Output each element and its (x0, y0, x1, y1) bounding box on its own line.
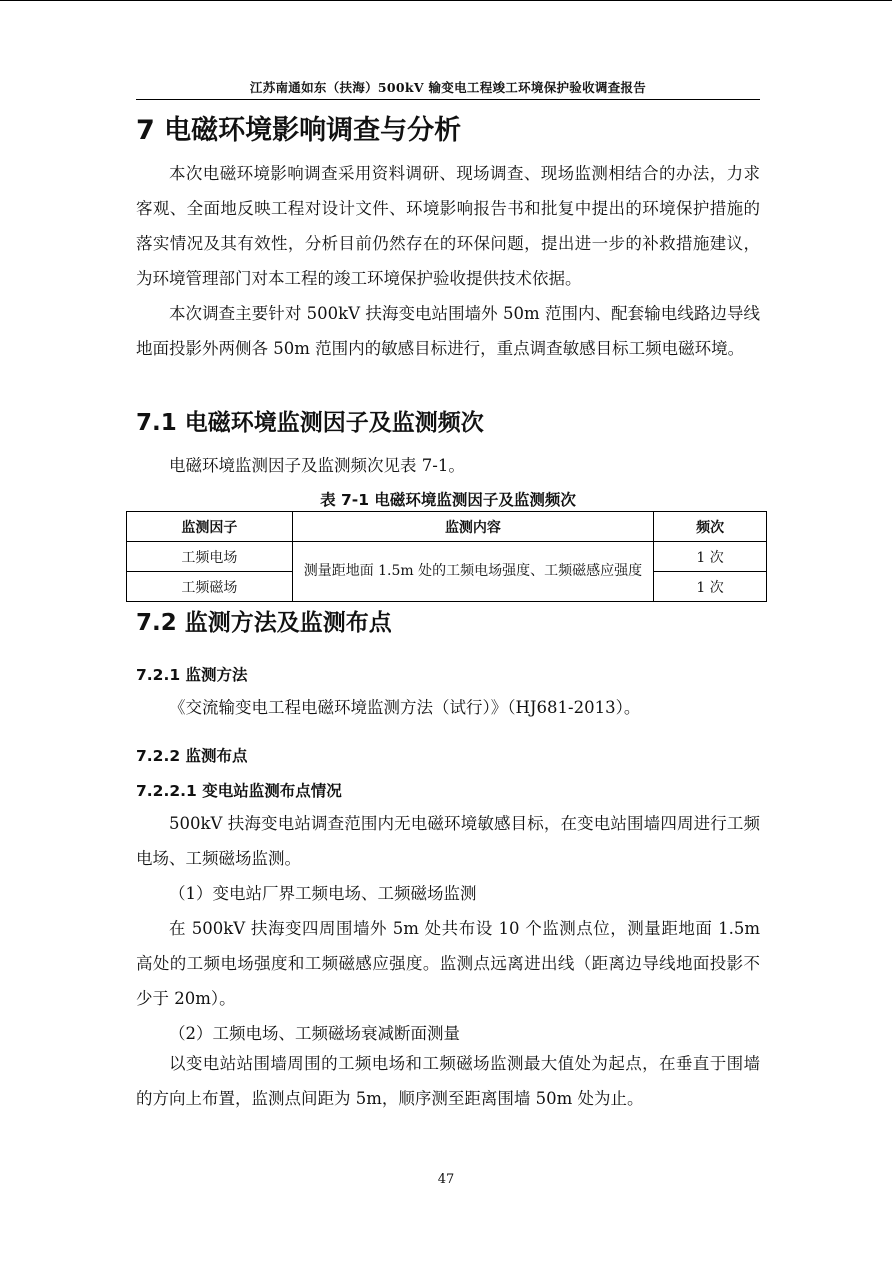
page-top-border (0, 0, 892, 1)
substation-item-1: （1）变电站厂界工频电场、工频磁场监测 (169, 884, 477, 903)
section-7-2-2-title: 7.2.2 监测布点 (136, 747, 248, 765)
section-7-2-title: 7.2 监测方法及监测布点 (136, 610, 392, 636)
table-header-row (127, 512, 767, 542)
running-header: 江苏南通如东（扶海）500kV 输变电工程竣工环境保护验收调查报告 (249, 80, 647, 95)
table-caption: 表 7-1 电磁环境监测因子及监测频次 (320, 491, 576, 509)
page-number: 47 (437, 1172, 455, 1187)
monitoring-factors-table (126, 511, 767, 602)
table-cell-frequency: 1 次 (654, 542, 767, 572)
chapter-title: 7 电磁环境影响调查与分析 (136, 115, 462, 146)
section-7-2-1-title: 7.2.1 监测方法 (136, 666, 248, 684)
section-7-2-1-paragraph: 《交流输变电工程电磁环境监测方法（试行）》（HJ681-2013）。 (169, 698, 641, 717)
substation-paragraph-3: 以变电站站围墙周围的工频电场和工频磁场监测最大值处为起点，在垂直于围墙的方向上布置，监测点间距为 5m，顺序测至距离围墙 50m 处为止。 (136, 1054, 760, 1108)
table-cell-frequency: 1 次 (654, 572, 767, 602)
table-cell-content: 测量距地面 1.5m 处的工频电场强度、工频磁感应强度 (292, 542, 653, 602)
section-7-1-title: 7.1 电磁环境监测因子及监测频次 (136, 410, 484, 436)
table-cell-factor: 工频磁场 (127, 572, 293, 602)
intro-paragraph-1: 本次电磁环境影响调查采用资料调研、现场调查、现场监测相结合的办法，力求客观、全面地反映工程对设计文件、环境影响报告书和批复中提出的环境保护措施的落实情况及其有效性，分析目前仍然存在的环保问题，提出进一步的补救措施建议，为环境管理部门对本工程的竣工环境保护验收提供技术依据。 (136, 164, 760, 288)
table-row (127, 542, 767, 572)
section-7-2-2-1-title: 7.2.2.1 变电站监测布点情况 (136, 782, 342, 800)
section-7-1-paragraph: 电磁环境监测因子及监测频次见表 7-1。 (169, 456, 465, 475)
header-rule (136, 99, 760, 100)
table-cell-factor: 工频电场 (127, 542, 293, 572)
table-header-cell: 监测因子 (127, 512, 293, 542)
table-header-cell: 监测内容 (292, 512, 653, 542)
intro-paragraph-2: 本次调查主要针对 500kV 扶海变电站围墙外 50m 范围内、配套输电线路边导线地面投影外两侧各 50m 范围内的敏感目标进行，重点调查敏感目标工频电磁环境。 (136, 304, 760, 358)
substation-paragraph-1: 500kV 扶海变电站调查范围内无电磁环境敏感目标，在变电站围墙四周进行工频电场、工频磁场监测。 (136, 814, 760, 868)
substation-item-2: （2）工频电场、工频磁场衰减断面测量 (169, 1024, 460, 1043)
substation-paragraph-2: 在 500kV 扶海变四周围墙外 5m 处共布设 10 个监测点位，测量距地面 1.5m 高处的工频电场强度和工频磁感应强度。监测点远离进出线（距离边导线地面投影不少于 20m）。 (136, 919, 760, 1008)
table-header-cell: 频次 (654, 512, 767, 542)
